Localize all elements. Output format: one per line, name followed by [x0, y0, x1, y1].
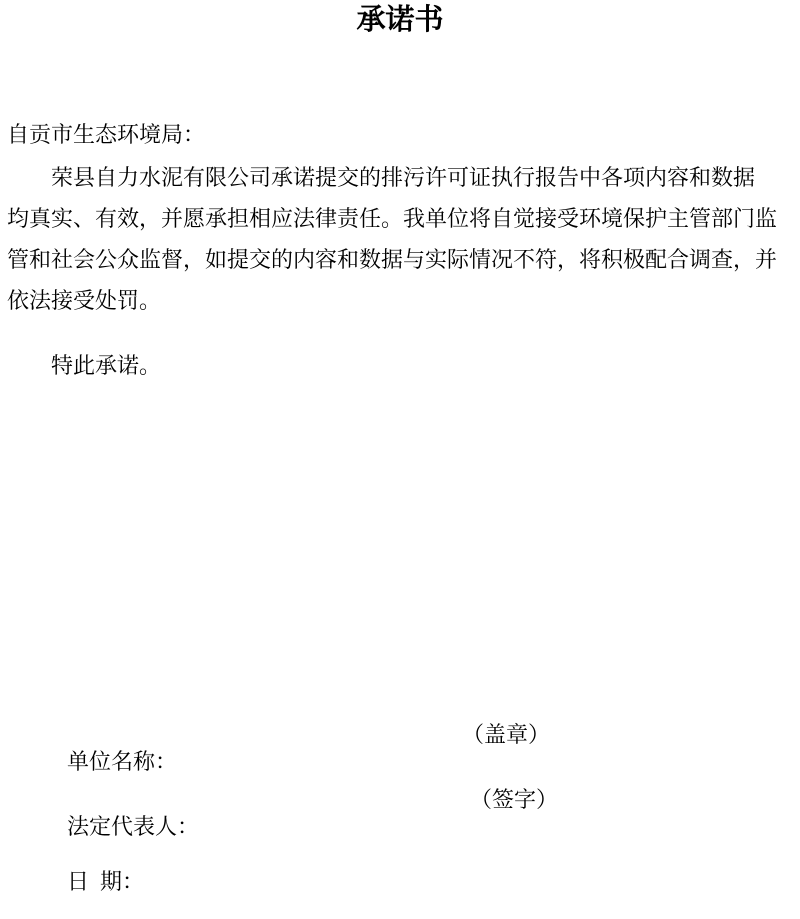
salutation: 自贡市生态环境局： — [7, 122, 206, 147]
signature-row-date — [45, 841, 755, 919]
legal-rep-label: 法定代表人： — [67, 814, 200, 839]
closing-statement: 特此承诺。 — [51, 353, 162, 378]
unit-name-label: 单位名称： — [67, 749, 178, 774]
seal-note: （盖章） — [462, 722, 551, 747]
body-line: 管和社会公众监督，如提交的内容和数据与实际情况不符，将积极配合调查，并 — [7, 247, 778, 272]
body-paragraph — [7, 157, 793, 321]
signature-note: （签字） — [470, 787, 559, 812]
body-line: 依法接受处罚。 — [7, 288, 162, 313]
body-line: 荣县自力水泥有限公司承诺提交的排污许可证执行报告中各项内容和数据 — [51, 165, 756, 190]
date-label: 日 期： — [67, 869, 145, 894]
document-title: 承诺书 — [356, 4, 444, 36]
body-line: 均真实、有效，并愿承担相应法律责任。我单位将自觉接受环境保护主管部门监 — [7, 206, 778, 231]
